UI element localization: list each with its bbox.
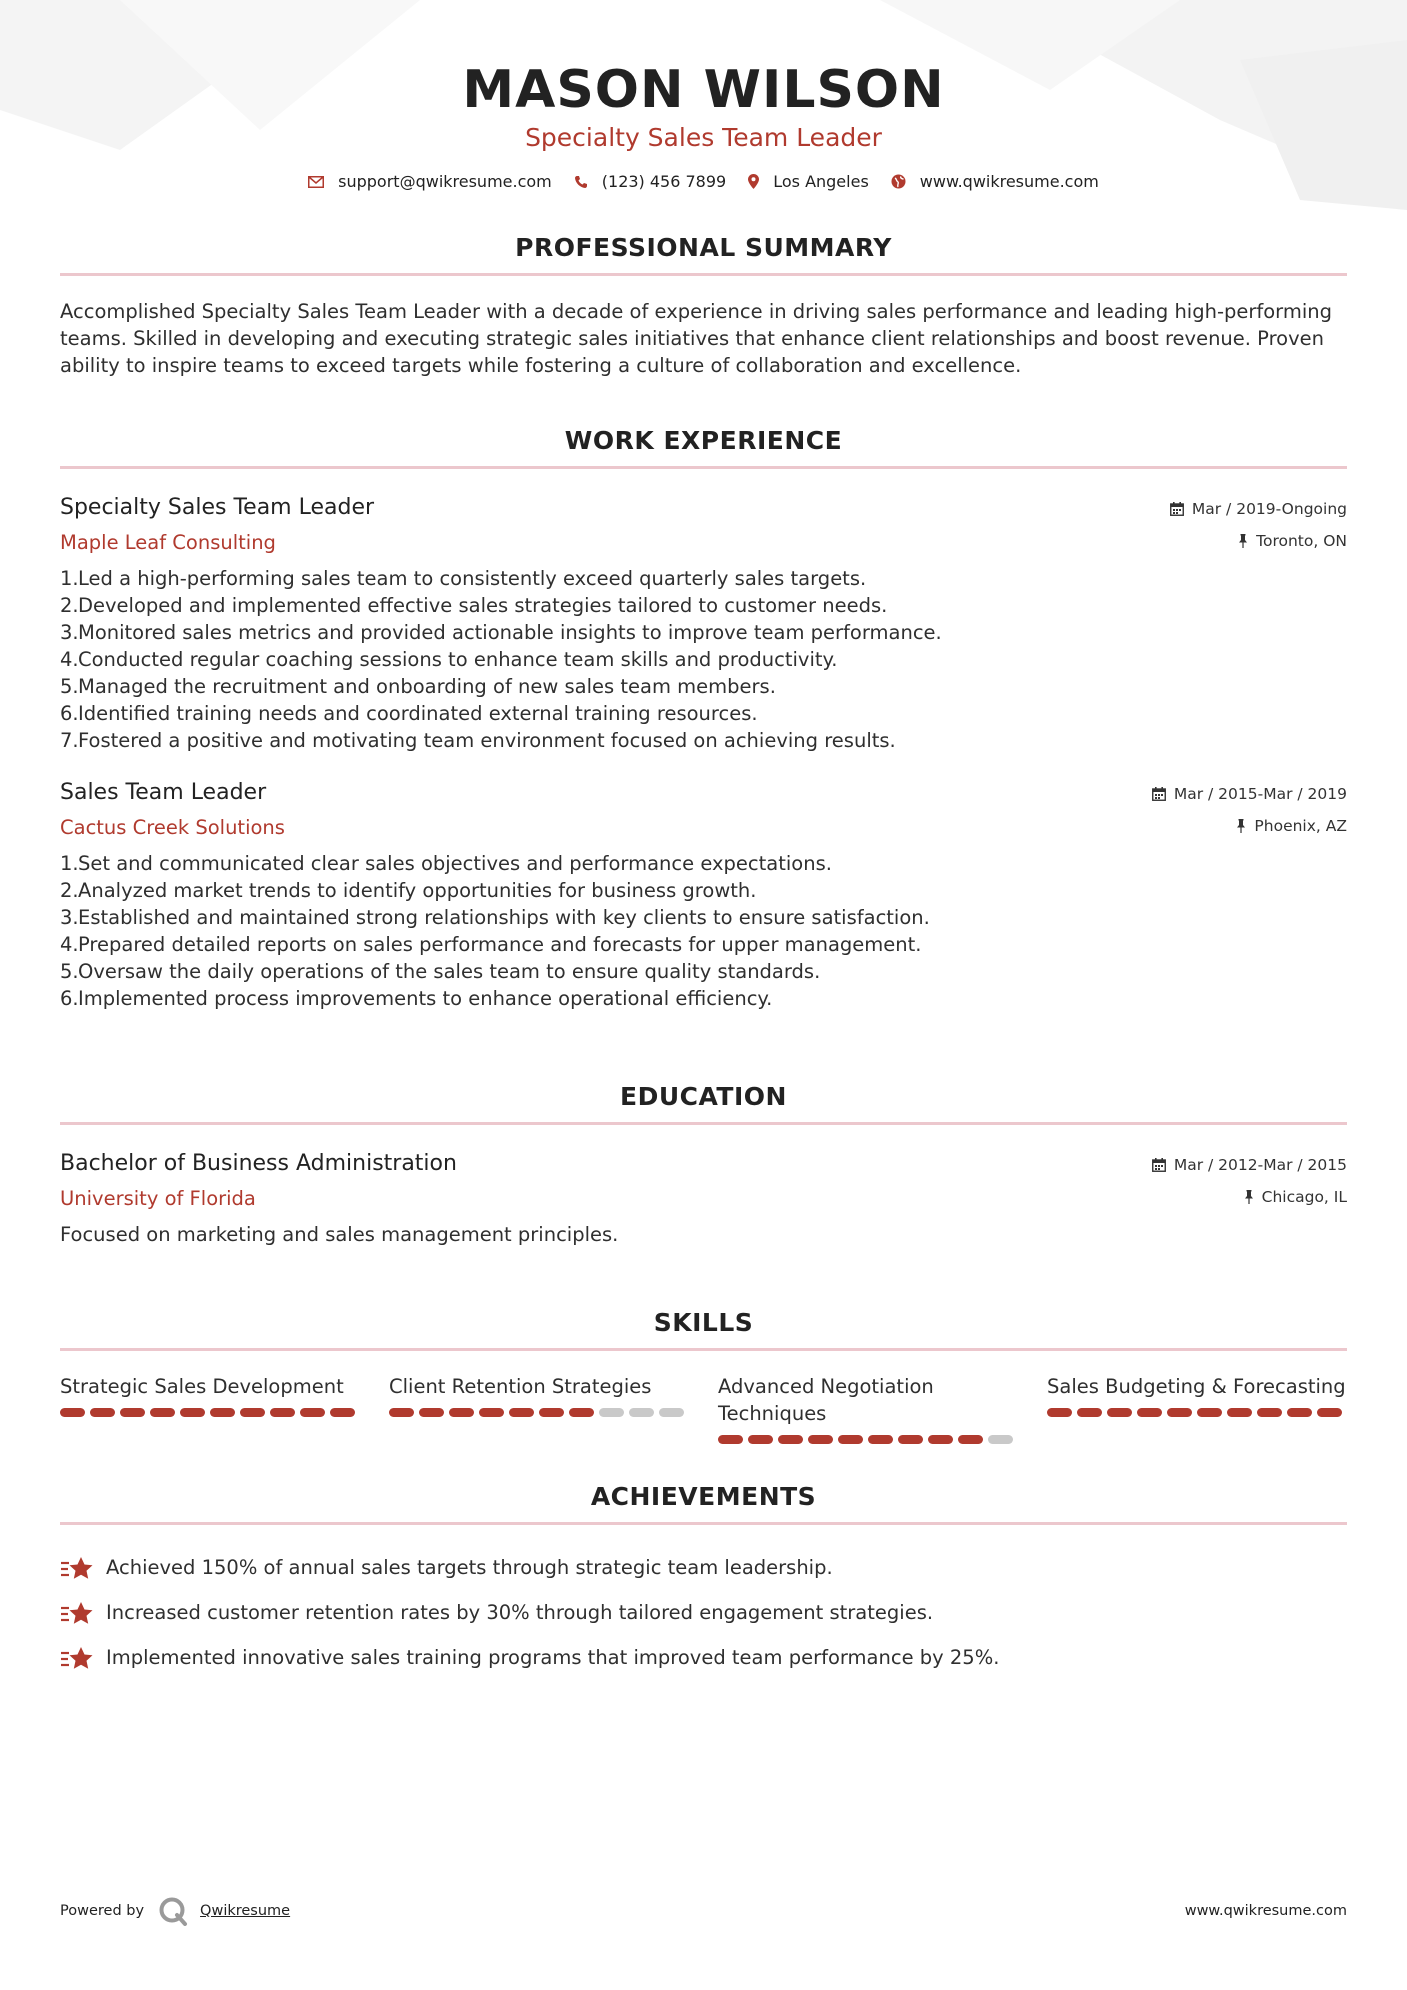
powered-by [60, 1896, 290, 1926]
achievement-item [60, 1545, 1347, 1590]
achievement-text: Implemented innovative sales training programs that improved team performance by 25%. [106, 1646, 1000, 1669]
education-section [60, 1080, 1347, 1248]
skill-level-segment [150, 1408, 175, 1417]
job-entry [60, 778, 1347, 1012]
job-bullet [60, 673, 1347, 700]
skill-level-segment [1047, 1408, 1072, 1417]
skill-level-segment [210, 1408, 235, 1417]
skill-item [60, 1373, 360, 1444]
education-description: Focused on marketing and sales management principles. [60, 1223, 619, 1246]
skill-level-segment [1107, 1408, 1132, 1417]
company-name: Cactus Creek Solutions [60, 816, 285, 839]
skill-name: Advanced Negotiation Techniques [718, 1375, 934, 1425]
skill-name: Strategic Sales Development [60, 1375, 344, 1398]
job-location-text: Toronto, ON [1256, 532, 1347, 550]
phone-icon [574, 175, 588, 189]
star-icon [60, 1555, 94, 1581]
job-dates [1152, 778, 1347, 810]
skill-level-segment [180, 1408, 205, 1417]
envelope-icon [308, 176, 324, 188]
education-dates-text: Mar / 2012-Mar / 2015 [1173, 1156, 1347, 1174]
skill-level-segment [778, 1435, 803, 1444]
skill-level-segment [1257, 1408, 1282, 1417]
page-footer [60, 1896, 1347, 1926]
bullet-text: Fostered a positive and motivating team environment focused on achieving results. [78, 729, 896, 752]
skill-level-segment [898, 1435, 923, 1444]
qwikresume-logo-icon [158, 1896, 188, 1926]
job-bullet [60, 565, 1347, 592]
bullet-text: Identified training needs and coordinated external training resources. [78, 702, 758, 725]
bullet-number: 4. [60, 648, 79, 671]
section-divider [60, 1522, 1347, 1525]
bullet-text: Established and maintained strong relationships with key clients to ensure satisfaction. [78, 906, 930, 929]
job-bullet [60, 592, 1347, 619]
job-entry [60, 493, 1347, 754]
candidate-title: Specialty Sales Team Leader [525, 123, 882, 152]
bullet-text: Prepared detailed reports on sales performance and forecasts for upper management. [78, 933, 922, 956]
summary-section [60, 231, 1347, 379]
map-marker-icon [748, 174, 759, 189]
job-bullet-list [60, 565, 1347, 754]
section-divider [60, 273, 1347, 276]
achievement-item [60, 1590, 1347, 1635]
skill-level-segment [449, 1408, 474, 1417]
contact-bar [60, 172, 1347, 191]
education-location [1152, 1181, 1347, 1213]
bullet-number: 2. [60, 594, 79, 617]
email-text: support@qwikresume.com [338, 172, 552, 191]
skill-level-segment [718, 1435, 743, 1444]
skill-level-segment [509, 1408, 534, 1417]
achievement-text: Increased customer retention rates by 30% through tailored engagement strategies. [106, 1601, 934, 1624]
skill-level-segment [659, 1408, 684, 1417]
skill-level-segment [599, 1408, 624, 1417]
skill-level-segment [479, 1408, 504, 1417]
job-bullet-list [60, 850, 1347, 1012]
bullet-number: 3. [60, 906, 79, 929]
skill-level-segment [988, 1435, 1013, 1444]
skill-item [718, 1373, 1018, 1444]
bullet-number: 4. [60, 933, 79, 956]
skills-section [60, 1306, 1347, 1444]
contact-location [748, 172, 869, 191]
bullet-number: 7. [60, 729, 79, 752]
bullet-text: Analyzed market trends to identify opportunities for business growth. [78, 879, 757, 902]
pin-icon [1238, 534, 1248, 548]
job-bullet [60, 931, 1347, 958]
skill-level-meter [718, 1435, 1018, 1444]
calendar-icon [1152, 787, 1166, 801]
pin-icon [1244, 1190, 1254, 1204]
skill-level-segment [419, 1408, 444, 1417]
job-dates-text: Mar / 2019-Ongoing [1191, 500, 1347, 518]
bullet-text: Implemented process improvements to enhance operational efficiency. [78, 987, 773, 1010]
bullet-text: Led a high-performing sales team to consistently exceed quarterly sales targets. [78, 567, 867, 590]
job-list [60, 493, 1347, 1012]
contact-phone[interactable] [574, 172, 726, 191]
achievement-list [60, 1545, 1347, 1680]
job-bullet [60, 877, 1347, 904]
section-divider [60, 1122, 1347, 1125]
skill-level-segment [330, 1408, 355, 1417]
skill-item [1047, 1373, 1347, 1444]
footer-website[interactable]: www.qwikresume.com [1184, 1903, 1347, 1919]
company-name: Maple Leaf Consulting [60, 531, 276, 554]
bullet-number: 1. [60, 567, 79, 590]
skill-level-segment [838, 1435, 863, 1444]
powered-by-label: Powered by [60, 1903, 145, 1919]
skill-level-segment [748, 1435, 773, 1444]
skill-level-segment [1197, 1408, 1222, 1417]
bullet-text: Managed the recruitment and onboarding of new sales team members. [78, 675, 776, 698]
globe-icon [891, 174, 906, 189]
skill-level-segment [60, 1408, 85, 1417]
qwikresume-link[interactable]: Qwikresume [200, 1903, 291, 1919]
job-title: Sales Team Leader [60, 780, 267, 805]
job-title: Specialty Sales Team Leader [60, 495, 375, 520]
job-bullet [60, 727, 1347, 754]
skills-grid [60, 1373, 1347, 1444]
skill-level-segment [629, 1408, 654, 1417]
skill-level-segment [868, 1435, 893, 1444]
summary-text: Accomplished Specialty Sales Team Leader with a decade of experience in driving sales performance and leading high-performing teams. Skilled in developing and executing strategic sales initiatives that enhance client relationships and boost revenue. Proven ability to inspire teams to exceed targets while fostering a culture of collaboration and excellence. [60, 300, 1333, 377]
skill-level-segment [1317, 1408, 1342, 1417]
bullet-number: 3. [60, 621, 79, 644]
education-heading: EDUCATION [620, 1082, 787, 1111]
candidate-name: MASON WILSON [462, 60, 945, 120]
job-bullet [60, 904, 1347, 931]
job-bullet [60, 619, 1347, 646]
skill-level-segment [539, 1408, 564, 1417]
skill-level-segment [120, 1408, 145, 1417]
skill-level-segment [270, 1408, 295, 1417]
skill-level-meter [1047, 1408, 1347, 1417]
skill-item [389, 1373, 689, 1444]
skill-level-segment [808, 1435, 833, 1444]
skill-name: Client Retention Strategies [389, 1375, 652, 1398]
school-name: University of Florida [60, 1187, 256, 1210]
bullet-number: 5. [60, 675, 79, 698]
skill-level-segment [1077, 1408, 1102, 1417]
skill-level-segment [1227, 1408, 1252, 1417]
bullet-text: Monitored sales metrics and provided actionable insights to improve team performance. [78, 621, 942, 644]
job-location [1170, 525, 1347, 557]
skill-level-segment [389, 1408, 414, 1417]
star-icon [60, 1600, 94, 1626]
website-text: www.qwikresume.com [919, 172, 1099, 191]
bullet-text: Oversaw the daily operations of the sales team to ensure quality standards. [78, 960, 821, 983]
pin-icon [1236, 819, 1246, 833]
skill-level-segment [1137, 1408, 1162, 1417]
skill-level-segment [240, 1408, 265, 1417]
skill-level-segment [90, 1408, 115, 1417]
job-bullet [60, 646, 1347, 673]
skill-level-segment [928, 1435, 953, 1444]
job-location-text: Phoenix, AZ [1254, 817, 1347, 835]
skill-level-segment [569, 1408, 594, 1417]
skill-name: Sales Budgeting & Forecasting [1047, 1375, 1346, 1398]
skill-level-meter [60, 1408, 360, 1417]
degree-title: Bachelor of Business Administration [60, 1151, 457, 1176]
job-bullet [60, 850, 1347, 877]
job-dates-text: Mar / 2015-Mar / 2019 [1173, 785, 1347, 803]
job-location [1152, 810, 1347, 842]
education-location-text: Chicago, IL [1261, 1188, 1347, 1206]
bullet-number: 5. [60, 960, 79, 983]
skill-level-segment [1287, 1408, 1312, 1417]
bullet-number: 6. [60, 987, 79, 1010]
bullet-number: 1. [60, 852, 79, 875]
phone-text: (123) 456 7899 [601, 172, 727, 191]
achievements-section [60, 1480, 1347, 1680]
summary-heading: PROFESSIONAL SUMMARY [515, 233, 892, 262]
bullet-text: Conducted regular coaching sessions to enhance team skills and productivity. [78, 648, 838, 671]
skill-level-meter [389, 1408, 689, 1417]
calendar-icon [1152, 1158, 1166, 1172]
contact-email[interactable] [308, 172, 552, 191]
resume-header [60, 0, 1347, 191]
job-bullet [60, 985, 1347, 1012]
skill-level-segment [300, 1408, 325, 1417]
bullet-number: 6. [60, 702, 79, 725]
experience-section [60, 424, 1347, 1012]
experience-heading: WORK EXPERIENCE [564, 426, 843, 455]
contact-website[interactable] [891, 172, 1099, 191]
achievement-item [60, 1635, 1347, 1680]
section-divider [60, 466, 1347, 469]
skill-level-segment [958, 1435, 983, 1444]
calendar-icon [1170, 502, 1184, 516]
skill-level-segment [1167, 1408, 1192, 1417]
bullet-text: Set and communicated clear sales objectives and performance expectations. [78, 852, 832, 875]
section-divider [60, 1348, 1347, 1351]
education-entry [60, 1149, 1347, 1248]
achievements-heading: ACHIEVEMENTS [590, 1482, 817, 1511]
bullet-number: 2. [60, 879, 79, 902]
star-icon [60, 1645, 94, 1671]
achievement-text: Achieved 150% of annual sales targets through strategic team leadership. [106, 1556, 833, 1579]
job-bullet [60, 958, 1347, 985]
location-text: Los Angeles [773, 172, 869, 191]
skills-heading: SKILLS [653, 1308, 754, 1337]
job-bullet [60, 700, 1347, 727]
job-dates [1170, 493, 1347, 525]
bullet-text: Developed and implemented effective sales strategies tailored to customer needs. [78, 594, 888, 617]
education-dates [1152, 1149, 1347, 1181]
